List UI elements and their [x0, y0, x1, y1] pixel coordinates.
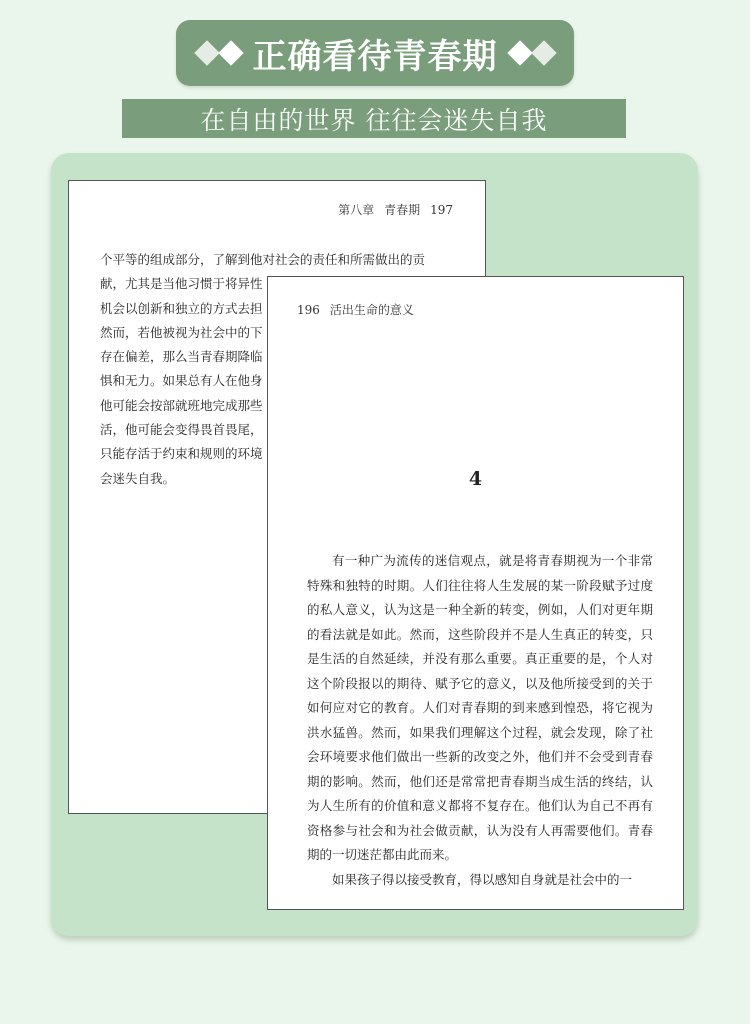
page-body-text	[307, 549, 653, 892]
section-number: 4	[468, 468, 483, 490]
diamond-ornament-left-icon	[195, 44, 243, 62]
diamond-ornament-right-icon	[508, 44, 556, 62]
paragraph: 如果孩子得以接受教育，得以感知自身就是社会中的一	[332, 871, 633, 887]
chapter-label: 第八章	[338, 203, 375, 217]
chapter-title: 青春期	[384, 203, 421, 217]
paragraph: 有一种广为流传的迷信观点，就是将青春期视为一个非常特殊和独特的时期。人们往往将人生发展的某一阶段赋予过度的私人意义，认为这是一种全新的转变，例如，人们对更年期的看法就是如此。然而，这些阶段并不是人生真正的转变，只是生活的自然延续，并没有那么重要。真正重要的是，个人对这个阶段报以的期待、赋予它的意义，以及他所接受到的关于如何应对它的教育。人们对青春期的到来感到惶恐，将它视为洪水猛兽。然而，如果我们理解这个过程，就会发现，除了社会环境要求他们做出一些新的改变之外，他们并不会受到青春期的影响。然而，他们还是常常把青春期当成生活的终结，认为人生所有的价值和意义都将不复存在。他们认为自己不再有资格参与社会和为社会做贡献，认为没有人再需要他们。青春期的一切迷茫都由此而来。	[307, 553, 653, 862]
book-page-196	[267, 276, 684, 910]
page-title: 正确看待青春期	[252, 36, 498, 77]
running-header	[297, 301, 414, 318]
book-title: 活出生命的意义	[329, 303, 414, 317]
running-header	[338, 201, 453, 218]
title-banner	[176, 20, 574, 86]
page-number: 197	[430, 203, 453, 217]
page-body-text: 个平等的组成部分，了解到他对社会的责任和所需做出的贡 献，尤其是当他习惯于将异性 机会以创新和独立的方式去担 然而，若他被视为社会中的下 存在偏差，那么当青春期降临 惧和无力。如果总有人在他身 他可能会按部就班地完成那些 活，他可能会变得畏首畏尾， 只能存活于约束和规则的环境 会迷失自我。	[100, 252, 426, 486]
page-number: 196	[297, 303, 320, 317]
subtitle-banner: 在自由的世界 往往会迷失自我	[122, 99, 626, 138]
